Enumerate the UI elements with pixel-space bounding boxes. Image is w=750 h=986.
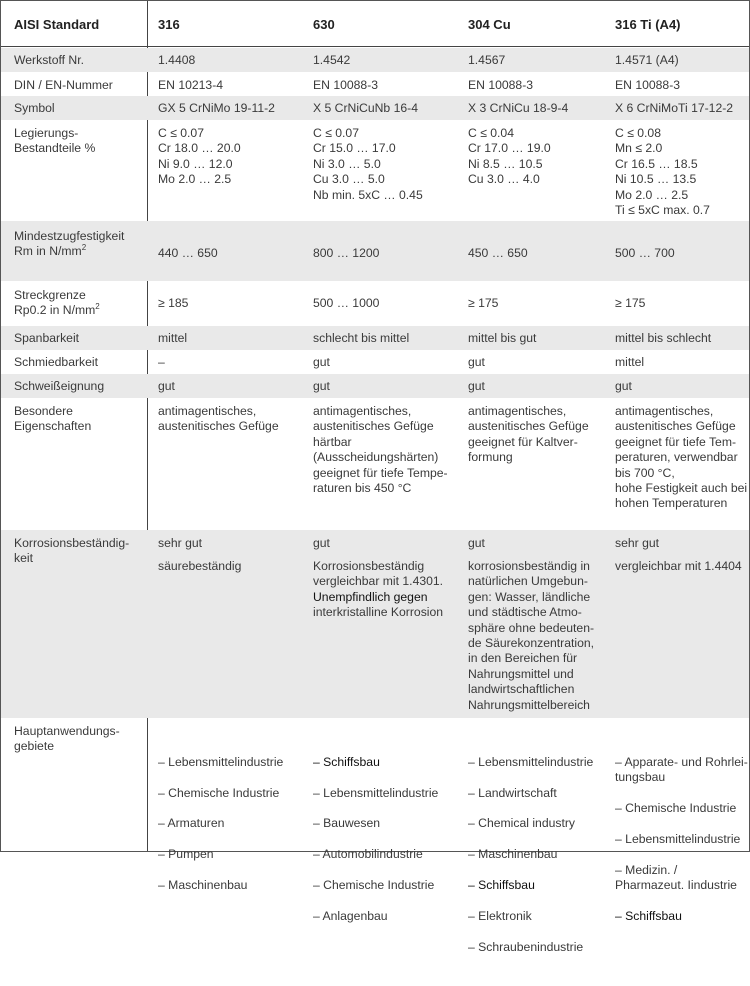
list-item: – Elektronik: [468, 908, 532, 923]
cell-value: EN 10088-3: [615, 78, 681, 92]
list-item: – Schiffsbau: [615, 908, 682, 923]
cell-value: EN 10213-4: [158, 78, 224, 92]
cell-value: 450 … 650: [468, 246, 528, 260]
cell-detail: korrosionsbeständig in natürlichen Umgebun- gen: Wasser, ländliche und städtische Atmo- sphäre ohne bedeuten- de Säurekonzentration, in den Bereichen für Nahrungsmittel und landwirtschaftlichen Nahrungsmittelbereich: [468, 559, 595, 712]
row-label: Werkstoff Nr.: [14, 53, 84, 67]
header-standard: AISI Standard: [14, 17, 100, 32]
list-item: – Automobilindustrie: [313, 847, 423, 862]
cell-value: antimagentisches, austenitisches Gefüge: [158, 404, 279, 434]
cell-value: GX 5 CrNiMo 19-11-2: [158, 101, 275, 115]
cell-value: mittel bis schlecht: [615, 331, 712, 345]
list-item: – Chemical industry: [468, 816, 576, 831]
cell-value: EN 10088-3: [313, 78, 379, 92]
list-item: – Anlagenbau: [313, 908, 388, 923]
cell-value: gut: [468, 355, 485, 369]
row-label: Schmiedbarkeit: [14, 355, 98, 369]
cell-value: ≥ 175: [468, 296, 499, 310]
cell-value: antimagentisches, austenitisches Gefüge geeignet für tiefe Tem- peraturen, verwendbar bis 700 °C, hohe Festigkeit auch bei hohen Temperaturen: [615, 404, 748, 511]
list-item: – Maschinenbau: [468, 847, 558, 862]
cell-value: 1.4408: [158, 53, 196, 67]
table-row: [1, 530, 749, 718]
cell-value: gut: [615, 379, 632, 393]
cell-value: sehr gut: [615, 536, 660, 550]
row-label: Streckgrenze Rp0.2 in $N/mm^2$: [14, 288, 100, 318]
cell-value: 500 … 1000: [313, 296, 380, 310]
row-label: Schweißeignung: [14, 379, 105, 393]
table-row: [1, 221, 749, 281]
cell-value: gut: [313, 536, 330, 550]
cell-value: antimagentisches, austenitisches Gefüge härtbar (Ausscheidungshärten) geeignet für tiefe Tempe- raturen bis 450 °C: [313, 404, 448, 496]
list-item: – Schraubenindustrie: [468, 939, 584, 954]
list-item: – Lebensmittelindustrie: [158, 754, 284, 769]
list-item: – Medizin. / Pharmazeut. Iindustrie: [615, 862, 737, 893]
cell-value: ≥ 175: [615, 296, 646, 310]
cell-value: mittel: [158, 331, 188, 345]
list-item: – Apparate- und Rohrlei- tungsbau: [615, 754, 748, 785]
cell-value: ≥ 185: [158, 296, 189, 310]
cell-value: antimagentisches, austenitisches Gefüge geeignet für Kaltver- formung: [468, 404, 589, 465]
list-item: – Maschinenbau: [158, 878, 248, 893]
cell-detail: Korrosionsbeständig vergleichbar mit 1.4301. Unempfindlich gegen interkristalline Korrosion: [313, 559, 444, 620]
row-label: Mindestzugfestigkeit Rm in $N/mm^2$: [14, 229, 125, 259]
table-row: [1, 374, 749, 398]
cell-value: X 6 CrNiMoTi 17-12-2: [615, 101, 734, 115]
cell-value: 800 … 1200: [313, 246, 380, 260]
table-row: [1, 72, 749, 96]
row-label: Hauptanwendungs- gebiete: [14, 724, 120, 754]
cell-value: 1.4567: [468, 53, 506, 67]
list-item: – Schiffsbau: [468, 878, 535, 893]
row-label: Symbol: [14, 101, 55, 115]
cell-value: C ≤ 0.04 Cr 17.0 … 19.0 Ni 8.5 … 10.5 Cu 3.0 … 4.0: [468, 126, 551, 187]
table-row: [1, 120, 749, 221]
list-item: – Lebensmittelindustrie: [615, 831, 741, 846]
header-grade-304cu: 304 Cu: [468, 17, 511, 32]
cell-value: C ≤ 0.07 Cr 18.0 … 20.0 Ni 9.0 … 12.0 Mo 2.0 … 2.5: [158, 126, 241, 187]
list-item: – Chemische Industrie: [158, 785, 280, 800]
row-label: Legierungs- Bestandteile %: [14, 126, 96, 156]
row-label: Besondere Eigenschaften: [14, 404, 92, 434]
row-label: DIN / EN-Nummer: [14, 78, 113, 92]
table-row: [1, 281, 749, 326]
table-row: [1, 48, 749, 72]
cell-value: mittel: [615, 355, 645, 369]
list-item: – Schiffsbau: [313, 754, 380, 769]
row-label: Korrosionsbeständig- keit: [14, 536, 130, 566]
cell-value: gut: [158, 379, 175, 393]
header-grade-316: 316: [158, 17, 180, 32]
cell-value: 500 … 700: [615, 246, 675, 260]
table-row: [1, 398, 749, 530]
cell-value: 1.4542: [313, 53, 351, 67]
cell-value: sehr gut: [158, 536, 203, 550]
list-item: – Bauwesen: [313, 816, 381, 831]
cell-value: C ≤ 0.07 Cr 15.0 … 17.0 Ni 3.0 … 5.0 Cu 3.0 … 5.0 Nb min. 5xC … 0.45: [313, 126, 423, 202]
table-row: [1, 326, 749, 350]
cell-detail: säurebeständig: [158, 559, 242, 573]
cell-value: 1.4571 (A4): [615, 53, 679, 67]
cell-value: mittel bis gut: [468, 331, 537, 345]
list-item: – Lebensmittelindustrie: [313, 785, 439, 800]
list-item: – Armaturen: [158, 816, 225, 831]
cell-value: –: [158, 355, 165, 369]
list-item: – Lebensmittelindustrie: [468, 754, 594, 769]
application-list: [615, 724, 749, 955]
table-header-row: [1, 1, 749, 47]
cell-value: X 3 CrNiCu 18-9-4: [468, 101, 569, 115]
list-item: – Pumpen: [158, 847, 214, 862]
cell-value: gut: [313, 379, 330, 393]
cell-value: X 5 CrNiCuNb 16-4: [313, 101, 418, 115]
cell-value: 440 … 650: [158, 246, 218, 260]
table-row: [1, 350, 749, 374]
cell-value: gut: [313, 355, 330, 369]
cell-value: gut: [468, 379, 485, 393]
cell-value: EN 10088-3: [468, 78, 534, 92]
cell-detail: vergleichbar mit 1.4404: [615, 559, 742, 573]
application-list: [158, 724, 308, 924]
table-row: [1, 718, 749, 954]
application-list: [313, 724, 463, 955]
list-item: – Landwirtschaft: [468, 785, 557, 800]
cell-value: C ≤ 0.08 Mn ≤ 2.0 Cr 16.5 … 18.5 Ni 10.5 … 13.5 Mo 2.0 … 2.5 Ti ≤ 5xC max. 0.7: [615, 126, 710, 218]
row-label: Spanbarkeit: [14, 331, 80, 345]
cell-value: schlecht bis mittel: [313, 331, 410, 345]
list-item: – Chemische Industrie: [615, 801, 737, 816]
header-grade-630: 630: [313, 17, 335, 32]
header-grade-316ti: 316 Ti (A4): [615, 17, 681, 32]
cell-value: gut: [468, 536, 485, 550]
list-item: – Chemische Industrie: [313, 878, 435, 893]
table-row: [1, 96, 749, 120]
application-list: [468, 724, 613, 986]
